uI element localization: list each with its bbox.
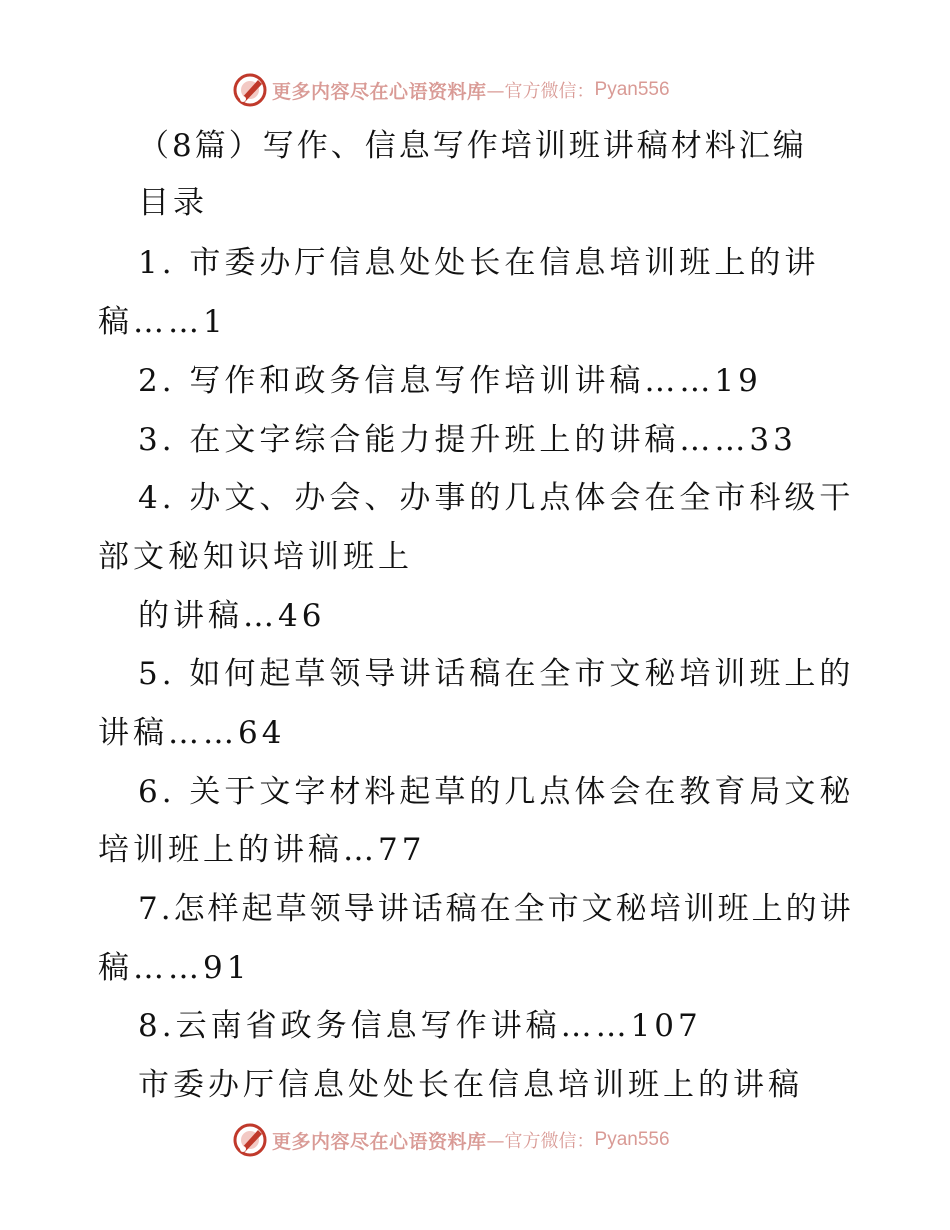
- toc-entry-5-cont: 讲稿……64: [98, 715, 286, 751]
- watermark-wechat-id: Pyan556: [594, 79, 670, 100]
- watermark-footer: [232, 1120, 670, 1160]
- toc-entry-2: 2. 写作和政务信息写作培训讲稿……19: [138, 363, 762, 399]
- document-title: （8篇）写作、信息写作培训班讲稿材料汇编: [138, 128, 807, 164]
- toc-entry-8: 8.云南省政务信息写作讲稿……107: [138, 1008, 702, 1044]
- toc-entry-6: 6. 关于文字材料起草的几点体会在教育局文秘: [138, 774, 855, 810]
- toc-entry-7-cont: 稿……91: [98, 950, 251, 986]
- toc-entry-4-cont2: 的讲稿…46: [138, 598, 326, 634]
- toc-entry-5: 5. 如何起草领导讲话稿在全市文秘培训班上的: [138, 656, 855, 692]
- toc-entry-6-cont: 培训班上的讲稿…77: [98, 832, 426, 868]
- watermark-main-text: 更多内容尽在心语资料库: [272, 80, 487, 103]
- toc-heading: 目录: [138, 185, 208, 221]
- pen-logo-icon: [232, 72, 268, 108]
- watermark-wechat-id: Pyan556: [594, 1129, 670, 1150]
- toc-entry-1-cont: 稿……1: [98, 304, 227, 340]
- toc-entry-3: 3. 在文字综合能力提升班上的讲稿……33: [138, 422, 797, 458]
- watermark-main-text: 更多内容尽在心语资料库: [272, 1130, 487, 1153]
- section-heading: 市委办厅信息处处长在信息培训班上的讲稿: [138, 1067, 803, 1103]
- toc-entry-7: 7.怎样起草领导讲话稿在全市文秘培训班上的讲: [138, 891, 854, 927]
- toc-entry-4: 4. 办文、办会、办事的几点体会在全市科级干: [138, 480, 855, 516]
- toc-entry-4-cont: 部文秘知识培训班上: [98, 539, 413, 575]
- watermark-sub-text: —官方微信：: [486, 81, 595, 102]
- pen-logo-icon: [232, 1122, 268, 1158]
- watermark-sub-text: —官方微信：: [486, 1131, 595, 1152]
- toc-entry-1: 1. 市委办厅信息处处长在信息培训班上的讲: [138, 245, 820, 281]
- watermark-header: [232, 70, 670, 110]
